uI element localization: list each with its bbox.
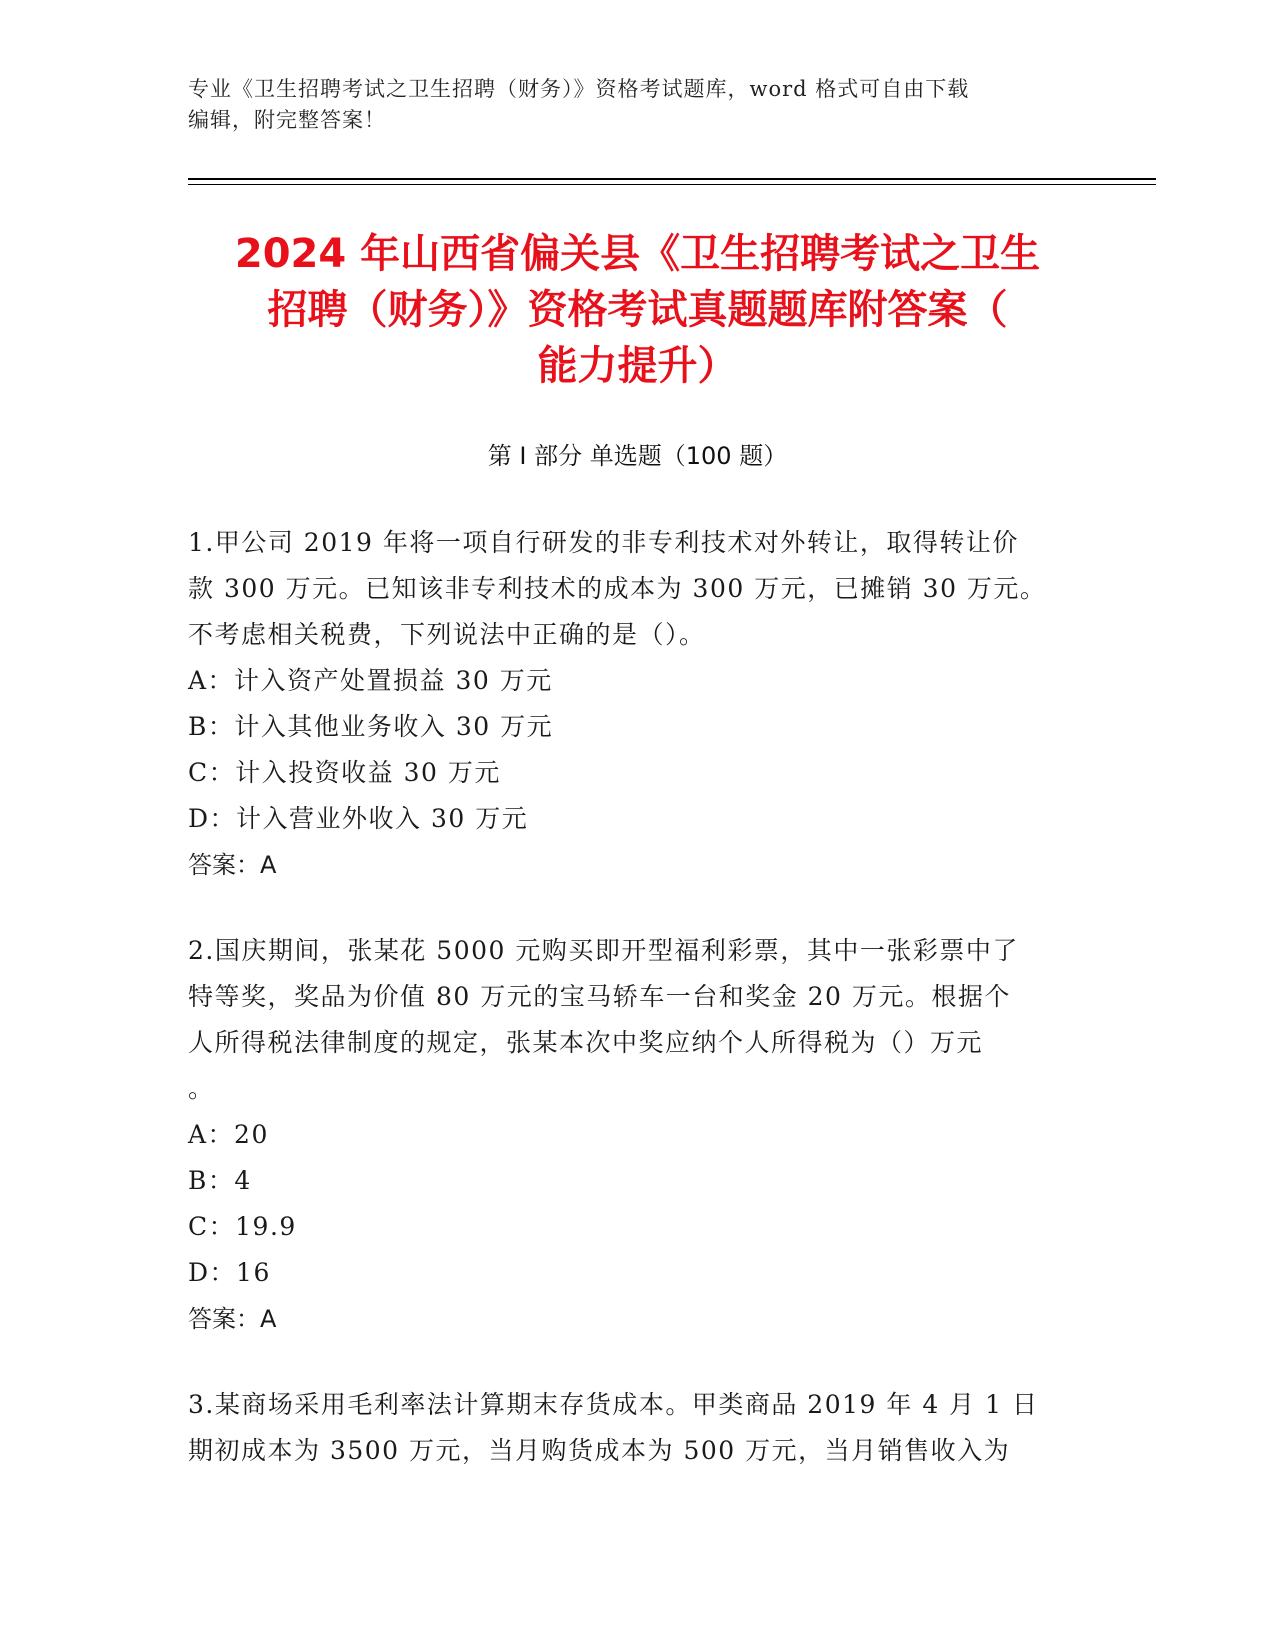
question-stem-line: 3.某商场采用毛利率法计算期末存货成本。甲类商品 2019 年 4 月 1 日 bbox=[188, 1390, 1039, 1419]
question-1 bbox=[188, 520, 1068, 888]
header-divider-thick bbox=[188, 178, 1156, 180]
header-divider-thin bbox=[188, 184, 1156, 185]
question-2-option-d: D：16 bbox=[188, 1258, 271, 1287]
question-1-option-b: B：计入其他业务收入 30 万元 bbox=[188, 712, 554, 741]
question-2-option-b: B：4 bbox=[188, 1166, 252, 1195]
header-note bbox=[188, 74, 1068, 136]
document-title-line-3: 能力提升） bbox=[537, 343, 738, 389]
question-1-option-d: D：计入营业外收入 30 万元 bbox=[188, 804, 529, 833]
header-note-line-2: 编辑，附完整答案！ bbox=[188, 108, 386, 132]
document-title-line-1: 2024 年山西省偏关县《卫生招聘考试之卫生 bbox=[234, 231, 1041, 277]
question-list bbox=[188, 520, 1068, 1496]
question-3-stem bbox=[188, 1382, 1068, 1474]
question-1-answer: 答案：A bbox=[188, 851, 277, 879]
question-1-option-a: A：计入资产处置损益 30 万元 bbox=[188, 666, 553, 695]
question-2 bbox=[188, 928, 1068, 1342]
question-stem-line: 1.甲公司 2019 年将一项自行研发的非专利技术对外转让，取得转让价 bbox=[188, 528, 1019, 557]
question-2-answer: 答案：A bbox=[188, 1305, 277, 1333]
document-title bbox=[170, 226, 1105, 394]
question-2-option-c: C：19.9 bbox=[188, 1212, 297, 1241]
question-stem-line: 特等奖，奖品为价值 80 万元的宝马轿车一台和奖金 20 万元。根据个 bbox=[188, 982, 1011, 1011]
header-note-line-1: 专业《卫生招聘考试之卫生招聘（财务）》资格考试题库，word 格式可自由下载 bbox=[188, 77, 970, 101]
question-stem-line: 不考虑相关税费，下列说法中正确的是（）。 bbox=[188, 620, 706, 649]
question-1-option-c: C：计入投资收益 30 万元 bbox=[188, 758, 501, 787]
question-stem-line: 2.国庆期间，张某花 5000 元购买即开型福利彩票，其中一张彩票中了 bbox=[188, 936, 1019, 965]
question-stem-line: 款 300 万元。已知该非专利技术的成本为 300 万元，已摊销 30 万元。 bbox=[188, 574, 1047, 603]
question-stem-line: 。 bbox=[188, 1074, 215, 1103]
question-stem-line: 期初成本为 3500 万元，当月购货成本为 500 万元，当月销售收入为 bbox=[188, 1436, 1011, 1465]
question-1-stem bbox=[188, 520, 1068, 658]
document-title-line-2: 招聘（财务）》资格考试真题题库附答案（ bbox=[267, 287, 1008, 333]
question-3 bbox=[188, 1382, 1068, 1474]
question-2-stem bbox=[188, 928, 1068, 1112]
question-2-option-a: A：20 bbox=[188, 1120, 269, 1149]
question-stem-line: 人所得税法律制度的规定，张某本次中奖应纳个人所得税为（）万元 bbox=[188, 1028, 984, 1057]
section-heading: 第 I 部分 单选题（100 题） bbox=[487, 442, 788, 470]
